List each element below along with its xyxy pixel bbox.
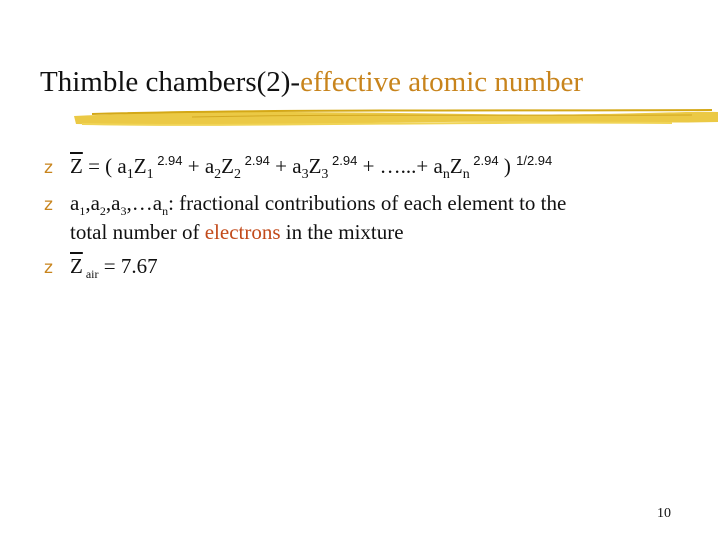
bullet-definition — [44, 190, 566, 218]
formula-part: + a — [269, 154, 302, 178]
zbar-symbol: $\overline{Z}$ — [70, 254, 83, 278]
zbar-symbol: $\overline{Z}$ — [70, 154, 83, 178]
definition-part: ,a — [105, 191, 121, 215]
definition-text: total number of — [70, 220, 205, 244]
subscript: 1 — [146, 167, 154, 183]
formula-part: + …...+ a — [357, 154, 443, 178]
formula-part: Z — [308, 154, 322, 178]
definition-part: ,…a — [126, 191, 163, 215]
page-number: 10 — [657, 506, 671, 521]
subscript: 3 — [120, 204, 127, 219]
formula-part: = ( a — [82, 154, 127, 178]
definition-part: ,a — [85, 191, 100, 215]
outer-exponent: 1/2.94 — [516, 153, 553, 168]
definition-text: : fractional contributions of each element to the — [168, 191, 567, 215]
title-accent: effective atomic number — [300, 66, 583, 98]
title-main: Thimble chambers(2)- — [40, 66, 301, 98]
title-underline-brush — [72, 102, 720, 132]
subscript: n — [162, 204, 169, 219]
z-bullet-icon: z — [44, 158, 53, 178]
z-bullet-icon: z — [44, 195, 53, 215]
subscript: n — [442, 167, 450, 183]
subscript: 3 — [301, 167, 309, 183]
z-bullet-icon: z — [44, 258, 53, 278]
exponent: 2.94 — [241, 153, 270, 168]
exponent: 2.94 — [153, 153, 183, 168]
subscript: 2 — [99, 204, 106, 219]
subscript: n — [462, 167, 470, 183]
subscript: 2 — [214, 167, 222, 183]
formula-part: Z — [221, 154, 234, 178]
subscript: 2 — [234, 167, 241, 183]
bullet-air — [44, 253, 158, 281]
definition-continuation — [70, 219, 404, 245]
definition-part: a — [70, 191, 80, 215]
subscript: 3 — [321, 167, 329, 183]
slide-title — [40, 66, 583, 99]
formula-part: + a — [182, 154, 215, 178]
formula-part: Z — [449, 154, 463, 178]
formula-part: ) — [498, 154, 517, 178]
exponent: 2.94 — [469, 153, 499, 168]
subscript: 1 — [126, 167, 134, 183]
air-subscript: air — [82, 267, 99, 282]
electrons-highlight: electrons — [204, 220, 281, 244]
bullet-formula — [44, 153, 552, 181]
air-value: = 7.67 — [98, 254, 158, 278]
definition-text: in the mixture — [280, 220, 404, 244]
formula-part: Z — [133, 154, 147, 178]
exponent: 2.94 — [328, 153, 358, 168]
subscript: 1 — [79, 204, 86, 219]
